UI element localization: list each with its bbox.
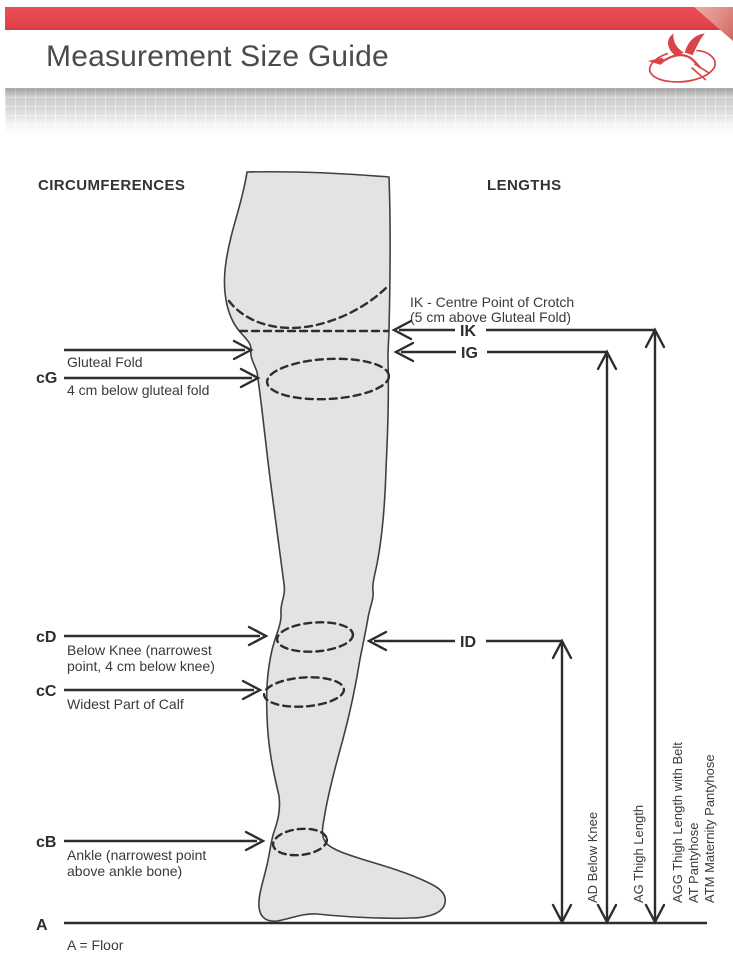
cb-label-2: above ankle bone) (67, 863, 183, 879)
ik-code: IK (460, 323, 476, 340)
cg-measure-group (36, 341, 258, 398)
cg-code: cG (36, 370, 58, 387)
cc-label-1: Widest Part of Calf (67, 696, 184, 712)
floor-code: A (36, 917, 48, 934)
id-code: ID (460, 634, 476, 651)
circumferences-heading: CIRCUMFERENCES (38, 177, 186, 194)
cb-code: cB (36, 834, 57, 851)
cb-measure-group (36, 832, 263, 879)
ik-note-1: IK - Centre Point of Crotch (410, 294, 575, 310)
cg-label-1: Gluteal Fold (67, 354, 143, 370)
ag-label: AG Thigh Length (631, 804, 646, 903)
cc-measure-group (36, 681, 260, 712)
atm-label: ATM Maternity Pantyhose (702, 754, 717, 903)
ad-label: AD Below Knee (585, 811, 600, 903)
id-measure-group (369, 632, 562, 651)
ig-measure-group (396, 343, 607, 362)
ag-vertical-line (598, 352, 646, 922)
agg-vertical-line (646, 330, 717, 922)
cd-label-1: Below Knee (narrowest (67, 642, 212, 658)
agg-label: AGG Thigh Length with Belt (670, 742, 685, 903)
cc-code: cC (36, 683, 57, 700)
cb-label-1: Ankle (narrowest point (67, 847, 207, 863)
ad-vertical-line (553, 641, 600, 922)
ig-code: IG (461, 345, 478, 362)
leg-illustration (224, 172, 445, 921)
at-label: AT Pantyhose (686, 822, 701, 903)
ik-note-2: (5 cm above Gluteal Fold) (410, 309, 572, 325)
cd-code: cD (36, 629, 57, 646)
floor-label: A = Floor (67, 937, 124, 953)
cd-label-2: point, 4 cm below knee) (67, 658, 215, 674)
cg-label-2: 4 cm below gluteal fold (67, 382, 210, 398)
page-title: Measurement Size Guide (46, 40, 389, 73)
lengths-heading: LENGTHS (487, 177, 562, 194)
cd-measure-group (36, 627, 266, 674)
